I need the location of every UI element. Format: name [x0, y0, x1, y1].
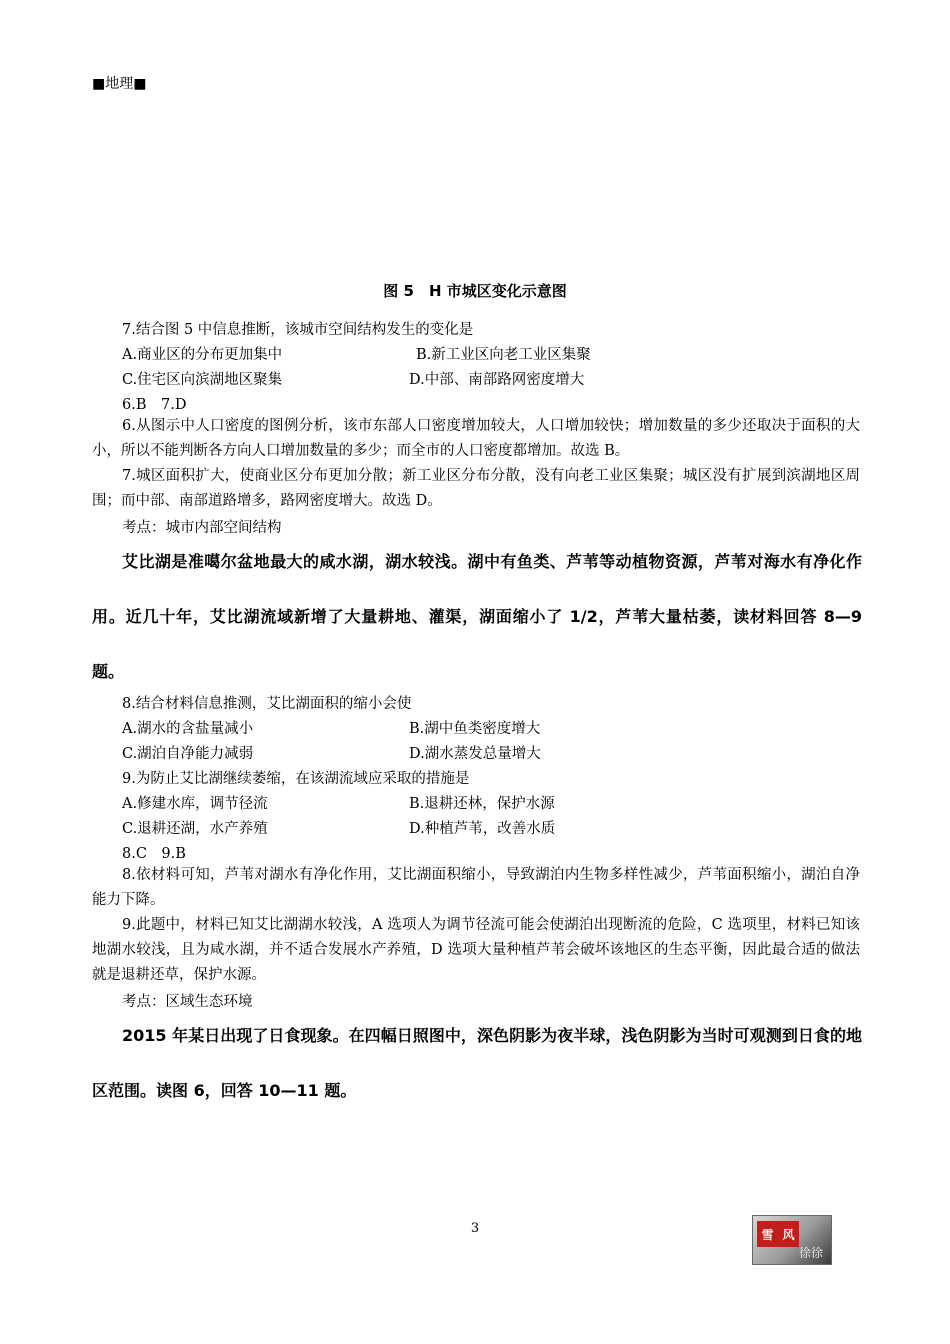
material-solar-eclipse: 2015 年某日出现了日食现象。在四幅日照图中，深色阴影为夜半球，浅色阴影为当时可观测到日食的地区范围。读图 6，回答 10—11 题。 [92, 1026, 862, 1100]
explanation-6: 6.从图示中人口密度的图例分析，该市东部人口密度增加较大，人口增加较快；增加数量的多少还取决于面积的大小，所以不能判断各方向人口增加数量的多少；而全市的人口密度都增加。故选 B。 [92, 418, 860, 459]
q8-option-d: D.湖水蒸发总量增大 [409, 746, 541, 762]
q9-option-a: A.修建水库，调节径流 [122, 796, 268, 812]
q9-option-d: D.种植芦苇，改善水质 [409, 821, 556, 837]
q7-stem: 7.结合图 5 中信息推断，该城市空间结构发生的变化是 [122, 322, 474, 338]
kaodian-1: 考点：城市内部空间结构 [122, 520, 282, 536]
q9-stem: 9.为防止艾比湖继续萎缩，在该湖流域应采取的措施是 [122, 771, 470, 787]
q7-option-b: B.新工业区向老工业区集聚 [416, 347, 591, 363]
explanation-9: 9.此题中，材料已知艾比湖湖水较浅，A 选项人为调节径流可能会使湖泊出现断流的危险，C 选项里，材料已知该地湖水较浅，且为咸水湖，并不适合发展水产养殖，D 选项大量种植芦苇会破坏该地区的生态平衡，因此最合适的做法就是退耕还草，保护水源。 [92, 917, 860, 983]
q8-option-b: B.湖中鱼类密度增大 [409, 721, 541, 737]
logo-char-1: 雪 [761, 1227, 774, 1242]
q9-option-c: C.退耕还湖，水产养殖 [122, 821, 268, 837]
explanation-8: 8.依材料可知，芦苇对湖水有净化作用，艾比湖面积缩小，导致湖泊内生物多样性减少，芦苇面积缩小，湖泊自净能力下降。 [92, 867, 860, 908]
q8-option-a: A.湖水的含盐量减小 [122, 721, 254, 737]
q8-stem: 8.结合材料信息推测，艾比湖面积的缩小会使 [122, 696, 412, 712]
publisher-logo [752, 1215, 832, 1265]
q7-option-d: D.中部、南部路网密度增大 [409, 372, 585, 388]
figure-caption: 图 5 H 市城区变化示意图 [383, 282, 567, 300]
answer-6-7: 6.B 7.D [122, 397, 187, 413]
material-aibi-lake: 艾比湖是准噶尔盆地最大的咸水湖，湖水较浅。湖中有鱼类、芦苇等动植物资源，芦苇对海水有净化作用。近几十年，艾比湖流域新增了大量耕地、灌渠，湖面缩小了 1/2，芦苇大量枯萎，读材料回答 8—9 题。 [92, 552, 862, 681]
logo-char-2: 风 [782, 1227, 795, 1242]
page-header: ■地理■ [92, 76, 147, 92]
logo-text-bottom: 徐徐 [798, 1245, 823, 1260]
answer-8-9: 8.C 9.B [122, 846, 186, 862]
kaodian-2: 考点：区域生态环境 [122, 994, 253, 1010]
q9-option-b: B.退耕还林，保护水源 [409, 796, 555, 812]
q7-option-c: C.住宅区向滨湖地区聚集 [122, 372, 283, 388]
q8-option-c: C.湖泊自净能力减弱 [122, 746, 254, 762]
page-number: 3 [470, 1221, 480, 1236]
explanation-7: 7.城区面积扩大，使商业区分布更加分散；新工业区分布分散，没有向老工业区集聚；城区没有扩展到滨湖地区周围；而中部、南部道路增多，路网密度增大。故选 D。 [92, 468, 860, 509]
q7-option-a: A.商业区的分布更加集中 [122, 347, 283, 363]
